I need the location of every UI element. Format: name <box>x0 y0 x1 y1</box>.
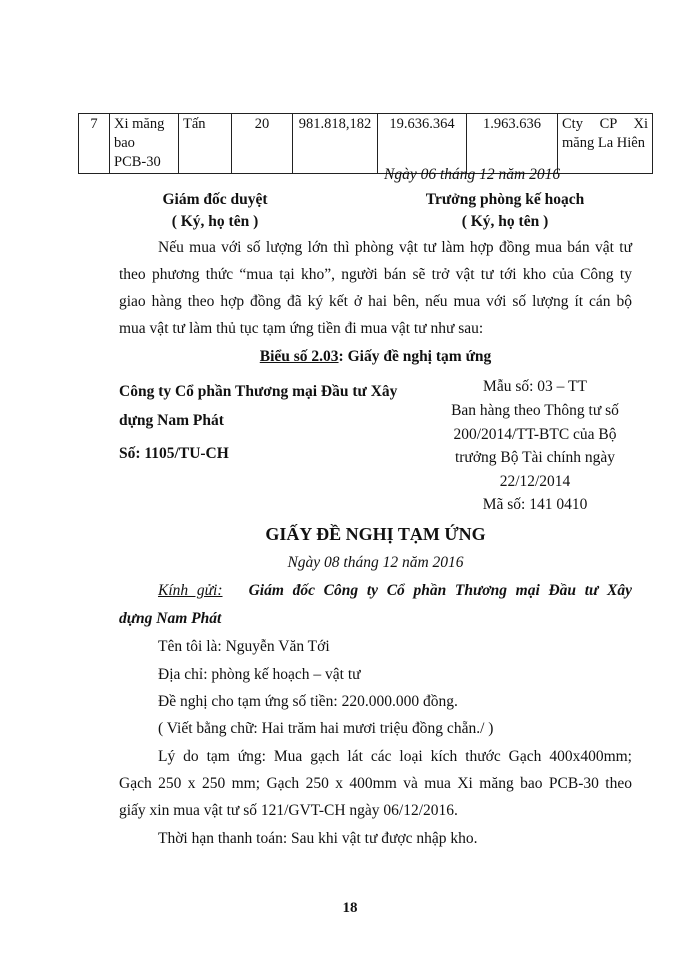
paragraph-line: Nếu mua với số lượng lớn thì phòng vật tư làm hợp đồng mua bán vật tư <box>158 239 632 256</box>
amount-in-words: ( Viết bằng chữ: Hai trăm hai mươi triệu đồng chẵn./ ) <box>158 720 494 737</box>
template-info-line: trưởng Bộ Tài chính ngày <box>454 449 616 466</box>
director-signature-title: Giám đốc duyệt <box>162 191 268 208</box>
paragraph-line: giao hàng theo hợp đồng đã ký kết ở hai bên, nếu mua với số lượng ít cán bộ <box>119 293 632 310</box>
requester-name: Tên tôi là: Nguyễn Văn Tới <box>158 638 330 655</box>
recipient-label: Kính gửi: <box>158 582 223 599</box>
template-info-line: Mẫu số: 03 – TT <box>483 378 587 395</box>
document-number: Số: 1105/TU-CH <box>119 445 229 462</box>
material-name-line: Xi măng <box>114 116 165 132</box>
advance-amount: Đề nghị cho tạm ứng số tiền: 220.000.000 đồng. <box>158 693 458 710</box>
payment-term: Thời hạn thanh toán: Sau khi vật tư được nhập kho. <box>158 830 478 847</box>
planning-head-signature-note: ( Ký, họ tên ) <box>461 213 549 230</box>
company-name-line2: dựng Nam Phát <box>119 412 224 429</box>
supply-table <box>78 113 653 174</box>
document-title: GIẤY ĐỀ NGHỊ TẠM ỨNG <box>265 524 486 544</box>
template-info-line: 200/2014/TT-BTC của Bộ <box>453 426 617 443</box>
material-name-line: bao <box>114 135 135 151</box>
requester-address: Địa chỉ: phòng kế hoạch – vật tư <box>158 666 361 683</box>
planning-head-signature-title: Trưởng phòng kế hoạch <box>425 191 585 208</box>
total-cell: 19.636.364 <box>378 114 467 174</box>
template-info-line: Ban hàng theo Thông tư số <box>451 402 619 419</box>
table-row <box>79 114 653 174</box>
reason-line: giấy xin mua vật tư số 121/GVT-CH ngày 06/12/2016. <box>119 802 458 819</box>
company-name-line1: Công ty Cổ phần Thương mại Đầu tư Xây <box>119 383 398 400</box>
reason-line: Gạch 250 x 250 mm; Gạch 250 x 400mm và mua Xi măng bao PCB-30 theo <box>119 775 632 792</box>
recipient-line1 <box>158 580 632 602</box>
recipient-line2: dựng Nam Phát <box>119 610 222 627</box>
form-caption <box>119 346 632 368</box>
vat-cell: 1.963.636 <box>467 114 558 174</box>
row-number: 7 <box>79 114 110 174</box>
director-signature-note: ( Ký, họ tên ) <box>171 213 259 230</box>
form-caption-text: : Giấy đề nghị tạm ứng <box>338 348 492 365</box>
paragraph-line: theo phương thức “mua tại kho”, người bán sẽ trở vật tư tới kho của Công ty <box>119 266 632 283</box>
unit-price-cell: 981.818,182 <box>293 114 378 174</box>
document-date: Ngày 08 tháng 12 năm 2016 <box>287 554 464 571</box>
quantity-cell: 20 <box>232 114 293 174</box>
approval-date: Ngày 06 tháng 12 năm 2016 <box>384 166 561 183</box>
material-name-line: PCB-30 <box>114 154 161 170</box>
unit-cell: Tấn <box>179 114 232 174</box>
recipient-name: Giám đốc Công ty Cổ phần Thương mại Đầu tư Xây <box>248 582 633 599</box>
template-info-line: Mã số: 141 0410 <box>482 496 588 513</box>
template-info-line: 22/12/2014 <box>499 473 571 490</box>
reason-line: Lý do tạm ứng: Mua gạch lát các loại kích thước Gạch 400x400mm; <box>158 748 632 765</box>
form-caption-label: Biểu số 2.03 <box>259 348 339 365</box>
supplier-cell: Cty CP Xi măng La Hiên <box>558 114 653 174</box>
material-name <box>110 114 179 174</box>
page-number: 18 <box>342 900 358 916</box>
paragraph-line: mua vật tư làm thủ tục tạm ứng tiền đi mua vật tư như sau: <box>119 320 484 337</box>
